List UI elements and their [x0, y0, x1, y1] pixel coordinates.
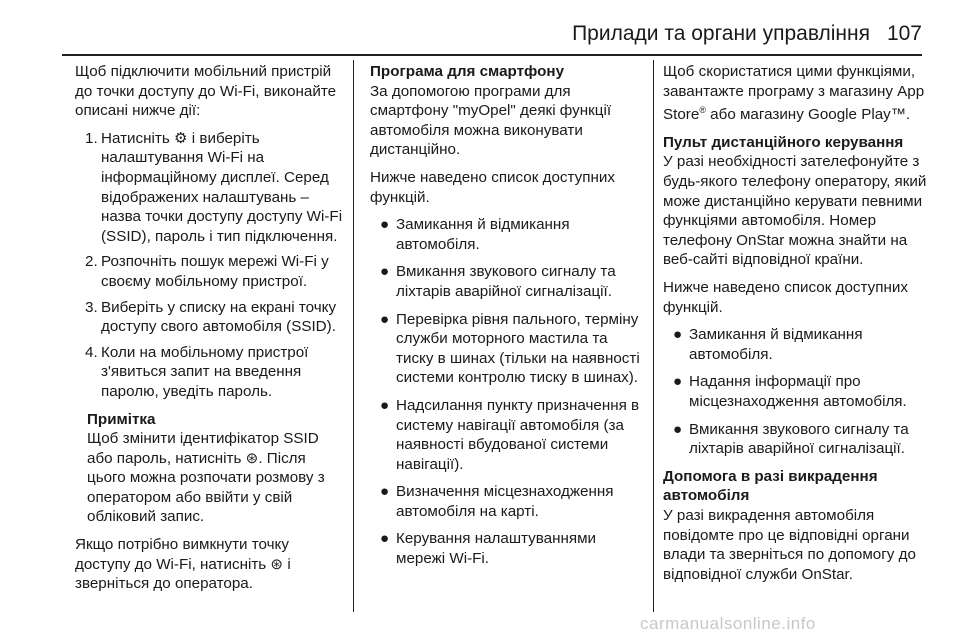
column-divider: [353, 60, 354, 612]
note-title: Примітка: [87, 410, 156, 428]
bullet-text: Визначення місцезнаходження автомобіля на карті.: [396, 483, 614, 520]
store-intro: [663, 62, 933, 125]
list-item: [75, 252, 345, 291]
bullet-text: Перевірка рівня пального, терміну служби моторного мастила та тиску в шинах (тільки на наявності системи контролю тиску в шинах).: [396, 310, 640, 387]
column-2: [370, 62, 648, 577]
bullet-text: Замикання й відмикання автомобіля.: [396, 216, 570, 253]
app-intro: За допомогою програми для смартфону "myOpel" деякі функції автомобіля можна виконувати дистанційно.: [370, 82, 612, 159]
bullet-list: [370, 215, 648, 569]
list-item: [663, 325, 933, 364]
list-item: [75, 298, 345, 337]
section-heading: Допомога в разі викрадення автомобіля: [663, 467, 878, 505]
bullet-icon: ●: [380, 263, 390, 281]
bullet-icon: ●: [673, 373, 683, 391]
watermark: carmanualsonline.info: [640, 614, 816, 633]
column-1: [75, 62, 345, 602]
store-intro-a: Щоб скористатися цими функціями, завантажте програму з магазину App Store: [663, 63, 925, 124]
step-number: 3.: [85, 298, 98, 316]
page-number: 107: [886, 22, 922, 45]
list-item: [370, 310, 648, 388]
column-divider: [653, 60, 654, 612]
list-item: [370, 215, 648, 254]
theft-para: У разі викрадення автомобіля повідомте про це відповідні органи влади та зверніться по допомогу до відповідної служби OnStar.: [663, 506, 916, 583]
page-header: [0, 0, 960, 58]
list-item: [75, 343, 345, 402]
header-rule: [62, 54, 922, 56]
bullet-text: Надання інформації про місцезнаходження автомобіля.: [689, 373, 907, 410]
step-text: Виберіть у списку на екрані точку доступу свого автомобіля (SSID).: [101, 298, 337, 336]
step-number: 4.: [85, 343, 98, 361]
list-item: [370, 262, 648, 301]
section-heading: Програма для смартфону: [370, 63, 565, 80]
list-item: [663, 420, 933, 459]
steps-list: [75, 129, 345, 402]
wifi-intro: Щоб підключити мобільний пристрій до точки доступу до Wi-Fi, виконайте описані нижче дії:: [75, 63, 337, 120]
list-item: [370, 529, 648, 568]
remote-para: У разі необхідності зателефонуйте з будь-якого телефону оператору, який може дистанційно керувати певними функціями автомобіля. Номер телефону OnStar можна знайти на веб-сайті відповідної країни.: [663, 153, 927, 269]
bullet-text: Вмикання звукового сигналу та ліхтарів аварійної сигналізації.: [689, 420, 909, 458]
list-item: [370, 396, 648, 474]
page-title: Прилади та органи управління: [572, 22, 870, 45]
bullet-icon: ●: [380, 483, 390, 501]
store-intro-b: або магазину Google Play™.: [705, 106, 911, 124]
wifi-outro: Якщо потрібно вимкнути точку доступу до Wi-Fi, натисніть ⊛ і зверніться до оператора.: [75, 536, 291, 593]
column-3: [663, 62, 933, 592]
bullet-icon: ●: [380, 216, 390, 234]
bullet-icon: ●: [380, 396, 390, 414]
list-intro: Нижче наведено список доступних функцій.: [663, 279, 908, 316]
list-intro: Нижче наведено список доступних функцій.: [370, 168, 615, 206]
bullet-text: Вмикання звукового сигналу та ліхтарів аварійної сигналізації.: [396, 263, 616, 300]
bullet-text: Замикання й відмикання автомобіля.: [689, 326, 863, 363]
bullet-text: Надсилання пункту призначення в систему навігації автомобіля (за наявності вбудованої системи навігації).: [396, 396, 640, 473]
bullet-text: Керування налаштуваннями мережі Wi-Fi.: [396, 530, 597, 568]
bullet-icon: ●: [380, 530, 390, 548]
registered-mark: ®: [699, 105, 706, 116]
note-text: Щоб змінити ідентифікатор SSID або пароль, натисніть ⊛. Після цього можна розпочати розмову з оператором або ввійти у свій обліковий запис.: [87, 430, 325, 526]
list-item: [663, 372, 933, 411]
step-text: Розпочніть пошук мережі Wi-Fi у своєму мобільному пристрої.: [101, 253, 329, 290]
list-item: [75, 129, 345, 247]
note-block: [87, 410, 345, 528]
bullet-icon: ●: [673, 326, 683, 344]
step-number: 1.: [85, 129, 98, 147]
step-text: Коли на мобільному пристрої з'явиться запит на введення паролю, уведіть пароль.: [101, 343, 309, 400]
step-number: 2.: [85, 253, 98, 271]
bullet-icon: ●: [380, 310, 390, 328]
bullet-list: [663, 325, 933, 459]
section-heading: Пульт дистанційного керування: [663, 133, 904, 151]
list-item: [370, 482, 648, 521]
bullet-icon: ●: [673, 420, 683, 438]
step-text: Натисніть ⚙ і виберіть налаштування Wi-Fi на інформаційному дисплеї. Серед відображених налаштувань – назва точки доступу доступу Wi-Fi (SSID), пароль і тип підключення.: [101, 129, 343, 245]
